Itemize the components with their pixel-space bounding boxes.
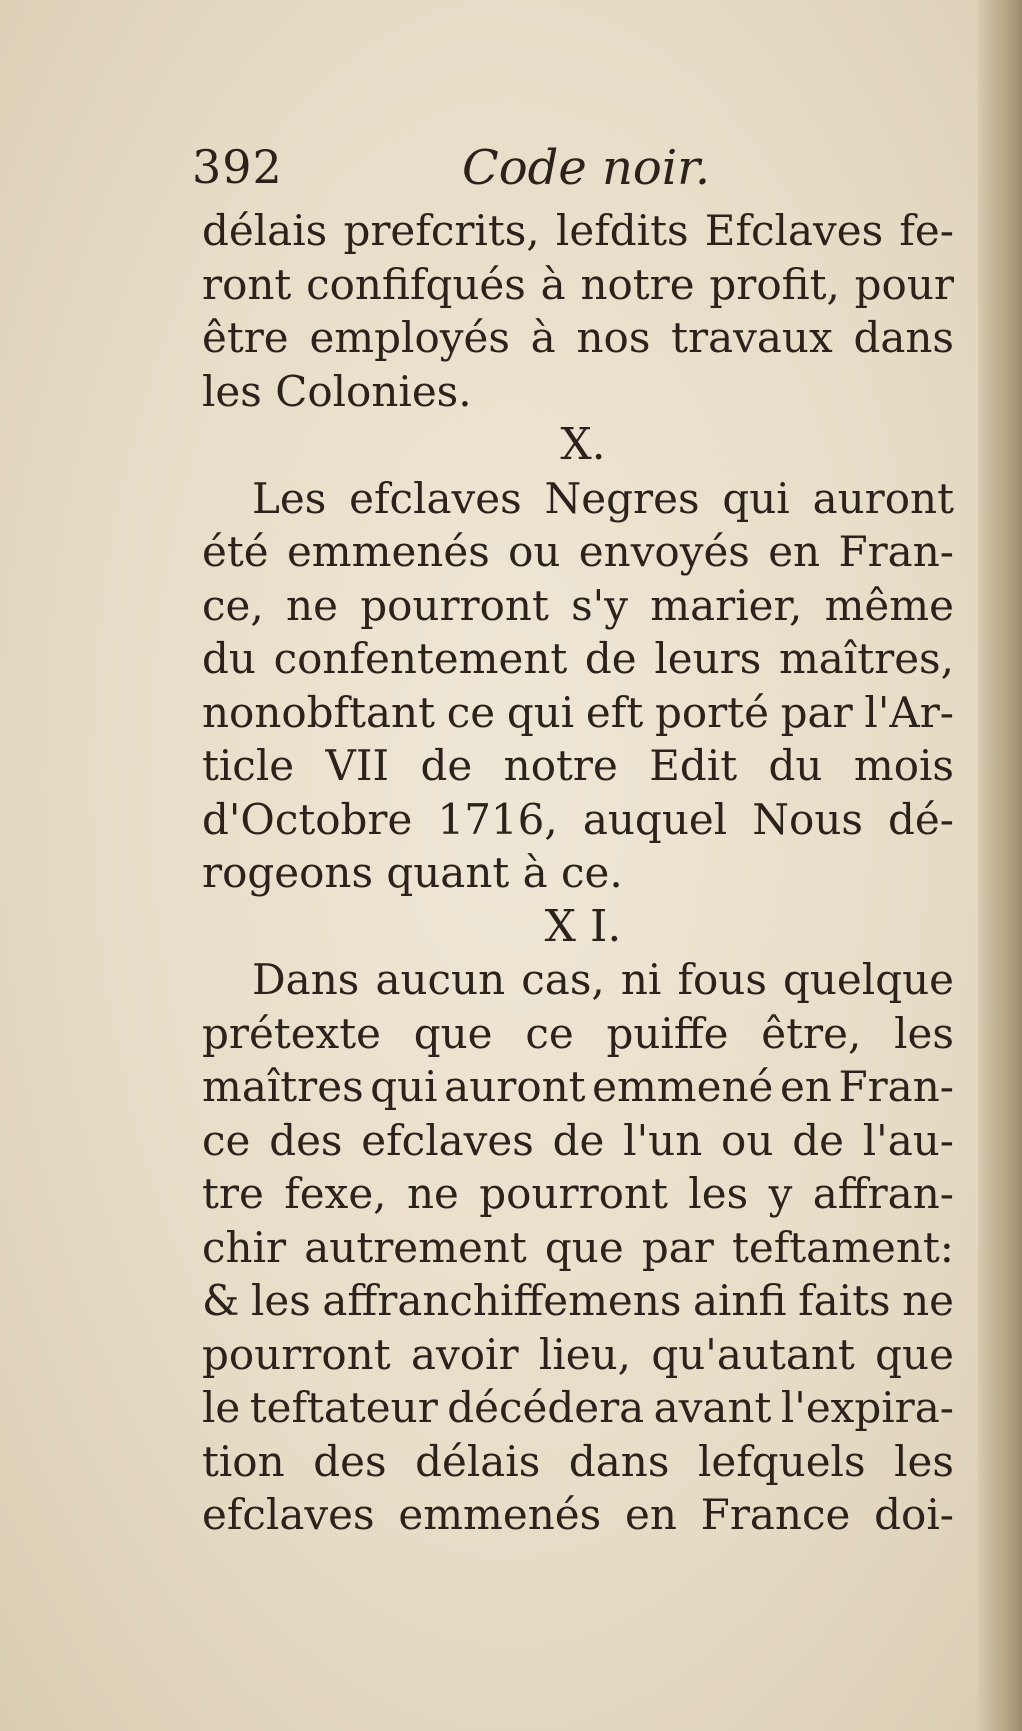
article-number: X I.	[544, 900, 622, 952]
text-line: les Colonies.	[202, 366, 472, 416]
running-head: Code noir.	[462, 140, 711, 196]
text-line: chir autrement que par teftament:	[202, 1222, 954, 1272]
text-line: ticle VII de notre Edit du mois	[202, 741, 954, 790]
text-line: tre fexe, ne pourront les y affran-	[202, 1169, 954, 1218]
text-line: être employés à nos travaux dans	[202, 313, 954, 362]
text-line: du confentement de leurs maîtres,	[202, 634, 954, 683]
text-line: & les affranchiffemens ainfi faits ne	[202, 1276, 954, 1325]
text-line: ce, ne pourront s'y marier, même	[202, 580, 954, 630]
text-line: ce des efclaves de l'un ou de l'au-	[202, 1115, 954, 1165]
text-line: efclaves emmenés en France doi-	[202, 1490, 954, 1539]
text-line: ront confifqués à notre profit, pour	[202, 259, 954, 309]
page-number: 392	[192, 140, 283, 194]
text-line: rogeons quant à ce.	[202, 848, 623, 897]
text-line: Dans aucun cas, ni fous quelque	[252, 955, 954, 1004]
text-line: nonobftant ce qui eft porté par l'Ar-	[202, 687, 954, 737]
body-text	[202, 204, 954, 1542]
text-line: prétexte que ce puiffe être, les	[202, 1008, 954, 1058]
text-line: d'Octobre 1716, auquel Nous dé-	[202, 794, 954, 844]
page-header	[192, 140, 872, 210]
text-line: été emmenés ou envoyés en Fran-	[202, 527, 954, 576]
article-number: X.	[560, 419, 606, 470]
text-line: maîtres qui auront emmené en Fran-	[202, 1062, 954, 1111]
text-line: pourront avoir lieu, qu'autant que	[202, 1329, 954, 1379]
text-line: le teftateur décédera avant l'expira-	[202, 1383, 954, 1432]
text-line: tion des délais dans lefquels les	[202, 1436, 954, 1486]
text-line: délais prefcrits, lefdits Efclaves fe-	[202, 206, 954, 255]
book-spine-shadow	[978, 0, 1022, 1731]
text-line: Les efclaves Negres qui auront	[252, 473, 954, 523]
